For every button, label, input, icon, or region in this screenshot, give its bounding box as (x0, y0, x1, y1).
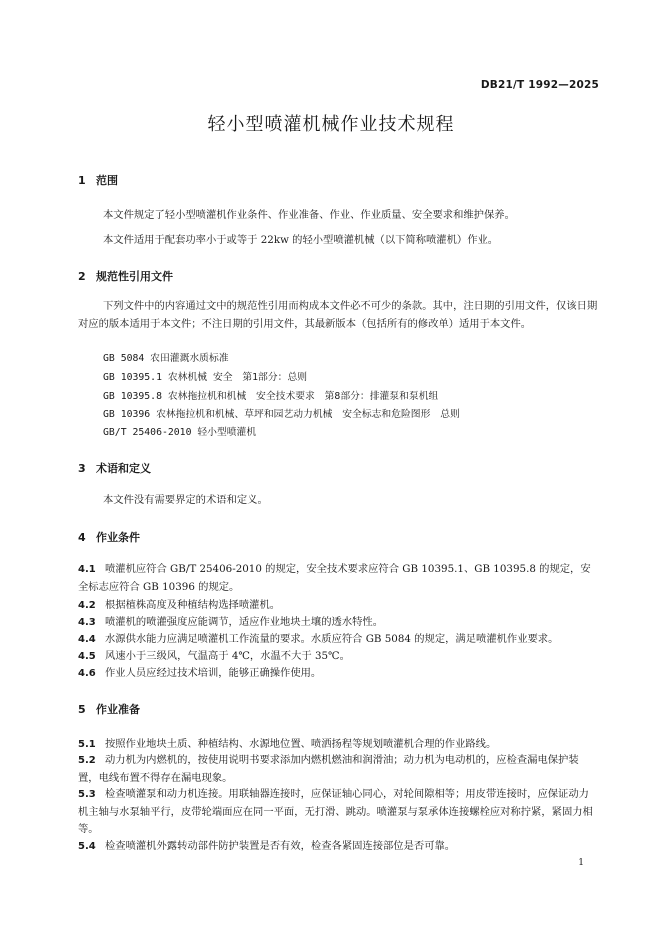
clause-5-4: 5.4 检查喷灌机外露转动部件防护装置是否有效，检查各紧固连接部位是否可靠。 (78, 840, 456, 852)
section-heading-3: 3 术语和定义 (78, 462, 151, 475)
section-heading-2: 2 规范性引用文件 (78, 270, 173, 283)
clause-5-1: 5.1 按照作业地块土质、种植结构、水源地位置、喷洒扬程等规划喷灌机合理的作业路线。 (78, 738, 497, 750)
clause-4-4: 4.4 水源供水能力应满足喷灌机工作流量的要求。水质应符合 GB 5084 的规定，满足喷灌机作业要求。 (78, 633, 559, 645)
normative-reference: GB/T 25406-2010 轻小型喷灌机 (103, 427, 257, 438)
section-3-paragraph: 本文件没有需要界定的术语和定义。 (103, 494, 268, 506)
section-heading-5: 5 作业准备 (78, 703, 140, 716)
clause-5-3: 5.3 检查喷灌泵和动力机连接。用联轴器连接时，应保证轴心同心，对轮间隙相等；用皮带连接时，应保证动力机主轴与水泵轴平行，皮带轮端面应在同一平面，无打滑、跳动。喷灌泵与泵承体连接螺栓应对称拧紧，紧固力相等。 (78, 788, 593, 835)
standard-code: DB21/T 1992—2025 (480, 79, 599, 91)
section-1-paragraph: 本文件规定了轻小型喷灌机作业条件、作业准备、作业、作业质量、安全要求和维护保养。 (103, 209, 515, 221)
page-number: 1 (578, 858, 584, 868)
normative-reference: GB 10396 农林拖拉机和机械、草坪和园艺动力机械 安全标志和危险图形 总则 (103, 409, 460, 420)
section-heading-1: 1 范围 (78, 174, 118, 187)
section-2-intro: 下列文件中的内容通过文中的规范性引用而构成本文件必不可少的条款。其中，注日期的引用文件，仅该日期对应的版本适用于本文件；不注日期的引用文件，其最新版本（包括所有的修改单）适用于本文件。 (78, 300, 598, 330)
clause-5-2: 5.2 动力机为内燃机的，按使用说明书要求添加内燃机燃油和润滑油；动力机为电动机的，应检查漏电保护装置，电线布置不得存在漏电现象。 (78, 754, 579, 784)
clause-4-2: 4.2 根据植株高度及种植结构选择喷灌机。 (78, 599, 281, 611)
document-title: 轻小型喷灌机械作业技术规程 (207, 114, 455, 135)
normative-reference: GB 10395.8 农林拖拉机和机械 安全技术要求 第8部分：排灌泵和泵机组 (103, 391, 439, 402)
section-1-paragraph: 本文件适用于配套功率小于或等于 22kw 的轻小型喷灌机械（以下简称喷灌机）作业。 (103, 234, 499, 246)
clause-4-6: 4.6 作业人员应经过技术培训，能够正确操作使用。 (78, 667, 322, 679)
clause-4-1: 4.1 喷灌机应符合 GB/T 25406-2010 的规定，安全技术要求应符合 GB 10395.1、GB 10395.8 的规定，安全标志应符合 GB 10396 的规定。 (78, 563, 591, 593)
normative-reference: GB 5084 农田灌溉水质标准 (103, 353, 229, 364)
normative-reference: GB 10395.1 农林机械 安全 第1部分：总则 (103, 372, 308, 383)
clause-4-3: 4.3 喷灌机的喷灌强度应能调节，适应作业地块土壤的透水特性。 (78, 616, 384, 628)
section-heading-4: 4 作业条件 (78, 531, 140, 544)
clause-4-5: 4.5 风速小于三级风，气温高于 4℃，水温不大于 35℃。 (78, 650, 350, 662)
